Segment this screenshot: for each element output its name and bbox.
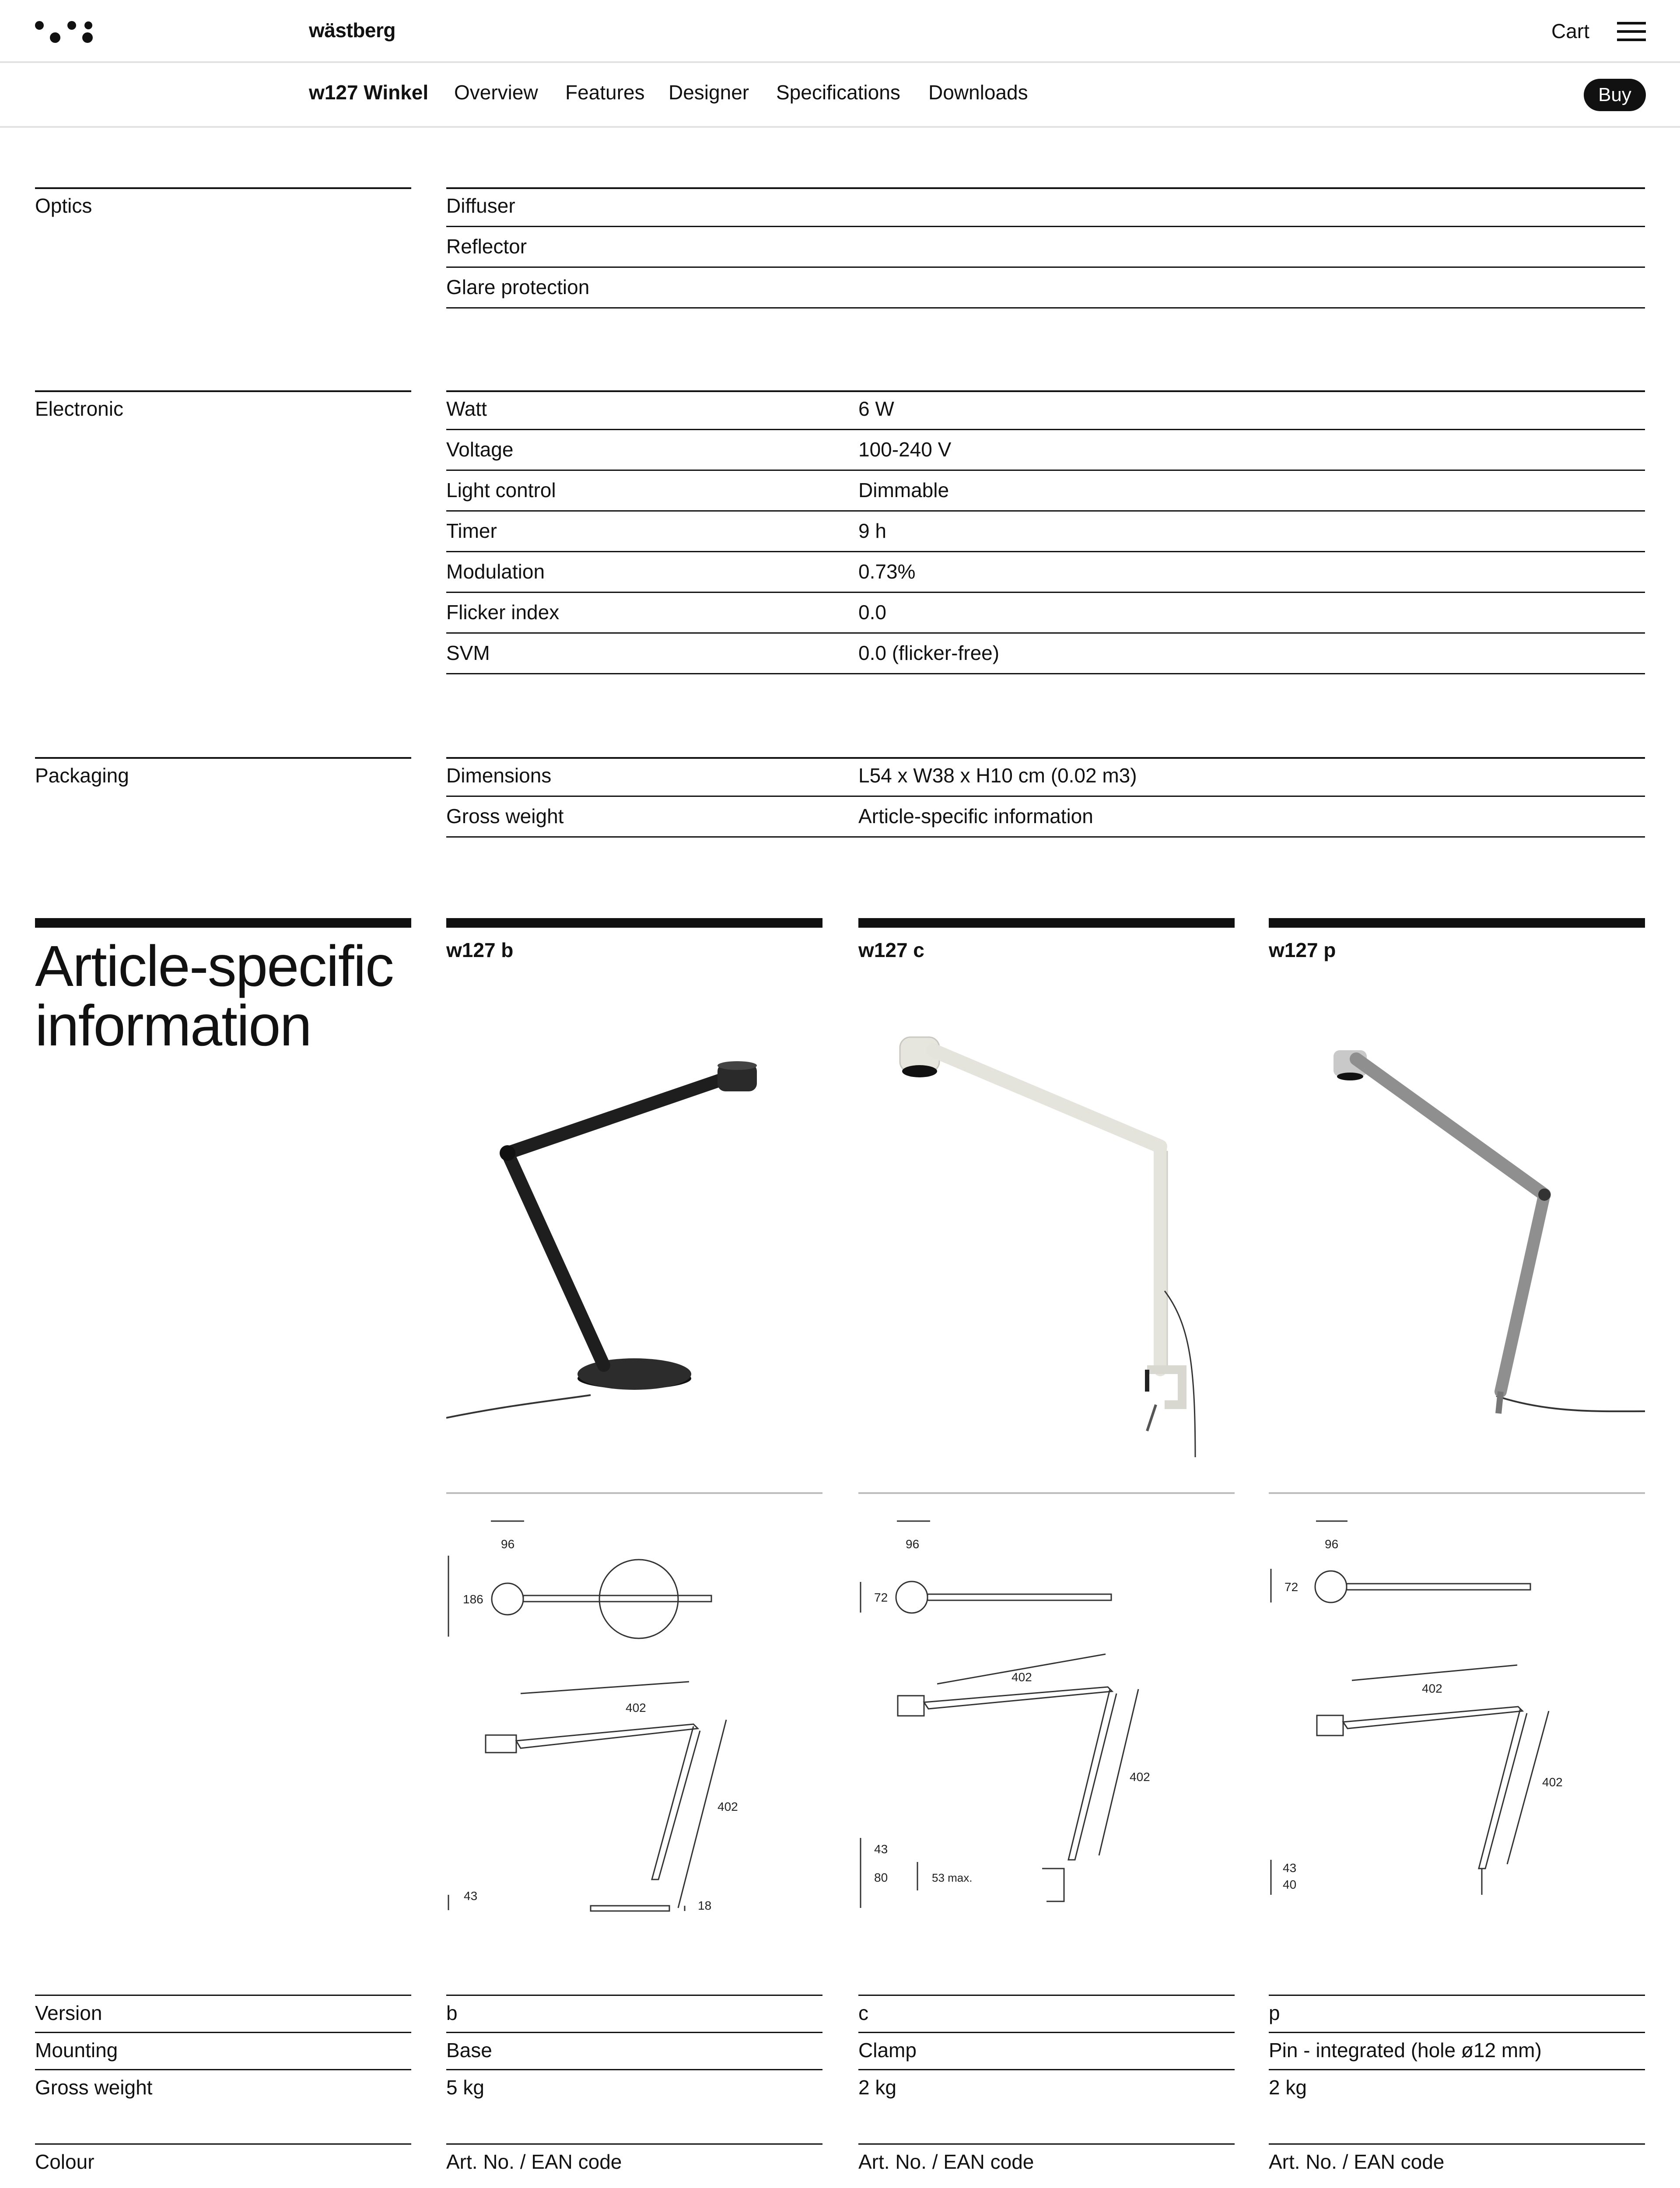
article-heading <box>35 934 393 1058</box>
divider <box>446 187 1645 189</box>
spec-name: Voltage <box>446 438 514 461</box>
divider <box>446 551 1645 552</box>
technical-drawing-base <box>446 1510 822 1921</box>
version-value: c <box>858 2002 868 2024</box>
divider <box>35 2143 411 2145</box>
divider <box>446 307 1645 309</box>
divider <box>446 266 1645 268</box>
dim-label: 72 <box>874 1591 888 1604</box>
divider <box>35 2069 411 2070</box>
weight-value: 5 kg <box>446 2076 484 2099</box>
hamburger-menu-icon[interactable] <box>1617 22 1646 41</box>
section-bar <box>1269 918 1645 928</box>
section-bar <box>446 918 822 928</box>
divider <box>858 1492 1235 1494</box>
spec-name: Light control <box>446 479 556 501</box>
section-bar <box>858 918 1235 928</box>
nav-features[interactable]: Features <box>565 81 645 104</box>
section-bar <box>35 918 411 928</box>
dim-label: 53 max. <box>932 1871 973 1884</box>
divider <box>1269 1995 1645 1996</box>
top-bar <box>0 0 1680 63</box>
dim-label: 18 <box>698 1899 712 1912</box>
divider <box>446 226 1645 227</box>
spec-value: Dimmable <box>858 479 949 501</box>
version-value: p <box>1269 2002 1280 2024</box>
packaging-label: Packaging <box>35 764 129 787</box>
dim-label: 402 <box>718 1800 738 1813</box>
spec-name: SVM <box>446 642 490 664</box>
column-title-c: w127 c <box>858 939 924 961</box>
spec-name: Dimensions <box>446 764 552 787</box>
divider <box>446 836 1645 838</box>
divider <box>446 470 1645 471</box>
divider <box>446 757 1645 759</box>
lamp-image-clamp <box>858 1020 1235 1457</box>
optics-row: Glare protection <box>446 276 590 298</box>
weight-label: Gross weight <box>35 2076 153 2099</box>
spec-name: Watt <box>446 397 487 420</box>
divider <box>35 1995 411 1996</box>
mounting-value: Clamp <box>858 2039 917 2062</box>
dim-label: 43 <box>874 1842 888 1856</box>
column-title-p: w127 p <box>1269 939 1336 961</box>
lamp-image-pin <box>1269 1020 1645 1457</box>
dim-label: 402 <box>1130 1770 1150 1784</box>
dim-label: 402 <box>1422 1682 1442 1695</box>
article-heading-line2: information <box>35 993 311 1058</box>
spec-value: 9 h <box>858 519 886 542</box>
technical-drawing-clamp <box>858 1510 1235 1921</box>
divider <box>1269 1492 1645 1494</box>
cart-link[interactable]: Cart <box>1551 20 1589 42</box>
nav-specifications[interactable]: Specifications <box>776 81 900 104</box>
dim-label: 402 <box>626 1701 646 1715</box>
product-subnav <box>0 63 1680 128</box>
code-header: Art. No. / EAN code <box>1269 2150 1445 2173</box>
dim-label: 43 <box>1283 1861 1297 1875</box>
dim-label: 402 <box>1012 1670 1032 1684</box>
divider <box>1269 2069 1645 2070</box>
divider <box>858 2069 1235 2070</box>
spec-name: Flicker index <box>446 601 560 624</box>
divider <box>35 390 411 392</box>
mounting-value: Base <box>446 2039 492 2062</box>
spec-name: Modulation <box>446 560 545 583</box>
nav-downloads[interactable]: Downloads <box>928 81 1028 104</box>
divider <box>446 390 1645 392</box>
dim-label: 96 <box>906 1537 920 1551</box>
spec-value: L54 x W38 x H10 cm (0.02 m3) <box>858 764 1137 787</box>
colour-label: Colour <box>35 2150 94 2173</box>
dim-label: 402 <box>1542 1775 1563 1789</box>
mounting-label: Mounting <box>35 2039 118 2062</box>
version-label: Version <box>35 2002 102 2024</box>
brand-logo-icon[interactable] <box>35 19 94 44</box>
column-title-b: w127 b <box>446 939 514 961</box>
dim-label: 80 <box>874 1871 888 1884</box>
spec-value: 0.0 <box>858 601 886 624</box>
spec-value: 0.0 (flicker-free) <box>858 642 1000 664</box>
electronic-label: Electronic <box>35 397 123 420</box>
spec-name: Timer <box>446 519 497 542</box>
weight-value: 2 kg <box>858 2076 896 2099</box>
dim-label: 43 <box>464 1889 478 1903</box>
divider <box>446 2143 822 2145</box>
divider <box>446 1492 822 1494</box>
mounting-value: Pin - integrated (hole ø12 mm) <box>1269 2039 1542 2062</box>
product-title: w127 Winkel <box>309 81 429 104</box>
divider <box>446 592 1645 593</box>
dim-label: 96 <box>501 1537 515 1551</box>
optics-row: Diffuser <box>446 194 515 217</box>
divider <box>446 510 1645 512</box>
divider <box>858 2143 1235 2145</box>
dim-label: 40 <box>1283 1878 1297 1891</box>
divider <box>446 429 1645 430</box>
lamp-image-base <box>446 1020 822 1457</box>
divider <box>1269 2143 1645 2145</box>
version-value: b <box>446 2002 458 2024</box>
code-header: Art. No. / EAN code <box>446 2150 622 2173</box>
nav-overview[interactable]: Overview <box>454 81 538 104</box>
divider <box>35 757 411 759</box>
spec-value: 0.73% <box>858 560 916 583</box>
nav-designer[interactable]: Designer <box>668 81 749 104</box>
optics-label: Optics <box>35 194 92 217</box>
dim-label: 186 <box>463 1592 483 1606</box>
spec-value: Article-specific information <box>858 805 1093 828</box>
divider <box>446 2032 822 2033</box>
divider <box>446 632 1645 634</box>
divider <box>446 796 1645 797</box>
divider <box>446 1995 822 1996</box>
spec-value: 6 W <box>858 397 894 420</box>
divider <box>35 2032 411 2033</box>
weight-value: 2 kg <box>1269 2076 1307 2099</box>
code-header: Art. No. / EAN code <box>858 2150 1034 2173</box>
spec-value: 100-240 V <box>858 438 952 461</box>
dim-label: 72 <box>1284 1580 1298 1594</box>
brand-name[interactable]: wästberg <box>309 19 396 42</box>
divider <box>858 1995 1235 1996</box>
technical-drawing-pin <box>1269 1510 1645 1921</box>
optics-row: Reflector <box>446 235 527 258</box>
divider <box>1269 2032 1645 2033</box>
article-heading-line1: Article-specific <box>35 934 393 998</box>
divider <box>858 2032 1235 2033</box>
divider <box>35 187 411 189</box>
divider <box>446 2069 822 2070</box>
divider <box>446 673 1645 674</box>
spec-name: Gross weight <box>446 805 564 828</box>
buy-button[interactable]: Buy <box>1584 79 1646 111</box>
dim-label: 96 <box>1325 1537 1339 1551</box>
